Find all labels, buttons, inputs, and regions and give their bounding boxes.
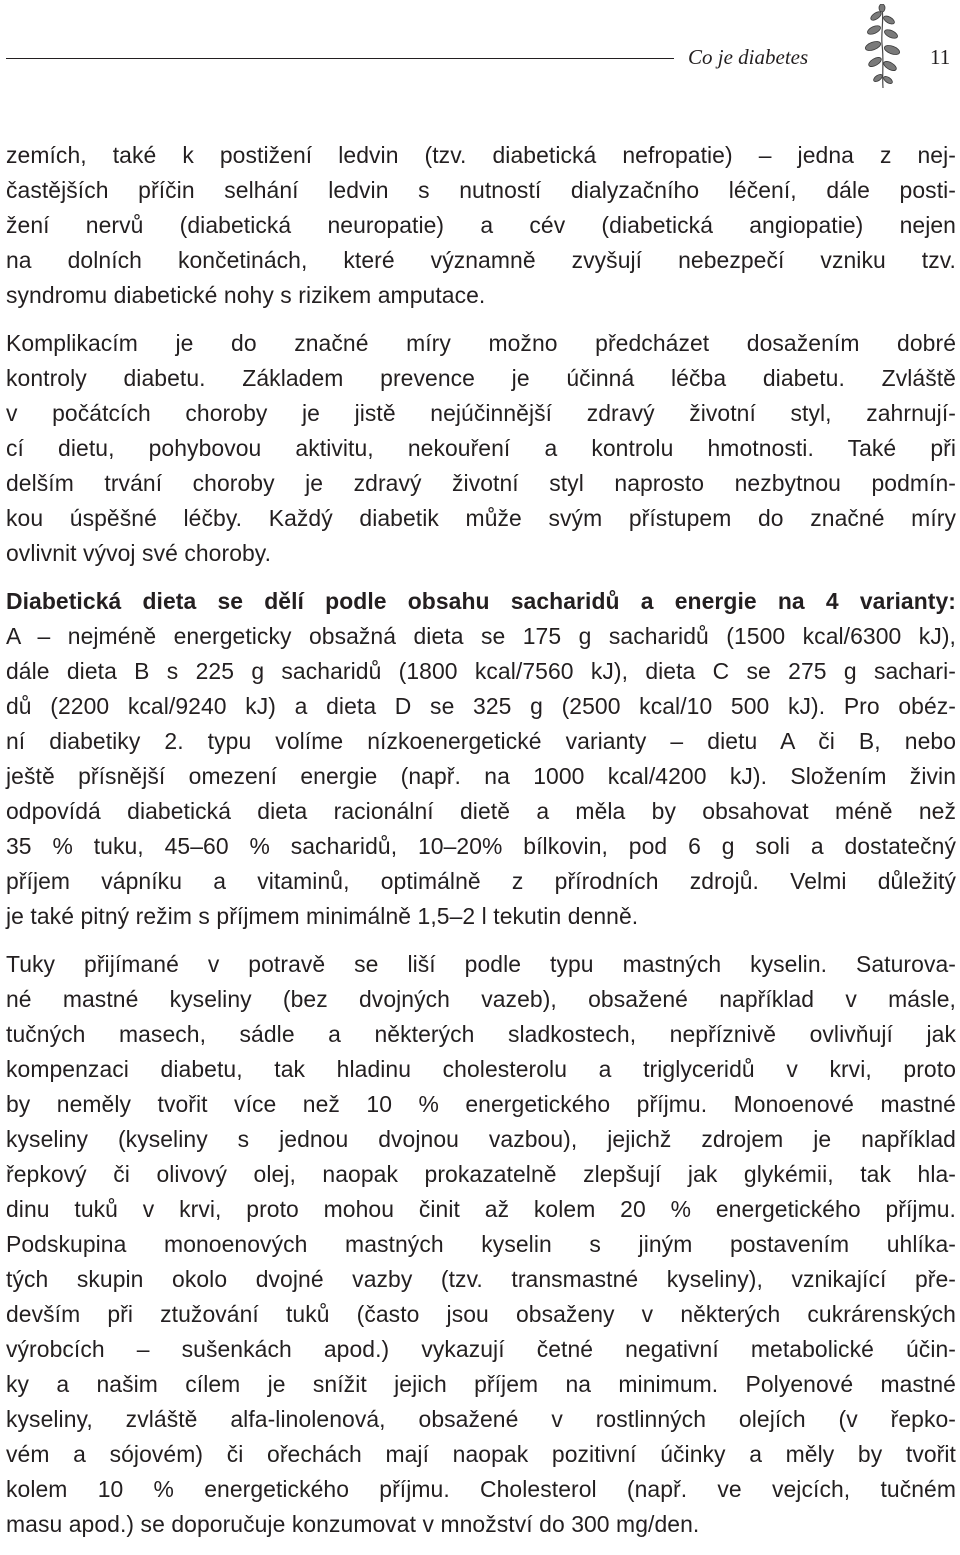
text-line: ní diabetiky 2. typu volíme nízkoenergetické varianty – dietu A či B, nebo [6, 728, 956, 754]
text-line: příjem vápníku a vitaminů, optimálně z přírodních zdrojů. Velmi důležitý [6, 868, 956, 894]
text-line: A – nejméně energeticky obsažná dieta se 175 g sacharidů (1500 kcal/6300 kJ), [6, 623, 956, 649]
text-line: Komplikacím je do značné míry možno předcházet dosažením dobré [6, 330, 956, 356]
text-line: kou úspěšné léčby. Každý diabetik může svým přístupem do značné míry [6, 505, 956, 531]
diet-heading: Diabetická dieta se dělí podle obsahu sacharidů a energie na 4 varianty: [6, 588, 956, 614]
text-line: dále dieta B s 225 g sacharidů (1800 kcal/7560 kJ), dieta C se 275 g sachari- [6, 658, 956, 684]
paragraph-fats [6, 947, 956, 1542]
running-title: Co je diabetes [688, 45, 809, 69]
paragraph-diet [6, 584, 956, 934]
text-line: vém a sójovém) či ořechách mají naopak pozitivní účinky a měly by tvořit [6, 1441, 956, 1467]
text-line: kolem 10 % energetického příjmu. Cholesterol (např. ve vejcích, tučném [6, 1476, 956, 1502]
text-line: 35 % tuku, 45–60 % sacharidů, 10–20% bílkovin, pod 6 g soli a dostatečný [6, 833, 956, 859]
plant-sprig-icon [862, 4, 902, 90]
text-line: Tuky přijímané v potravě se liší podle typu mastných kyselin. Saturova- [6, 951, 956, 977]
text-line: cí dietu, pohybovou aktivitu, nekouření a kontrolu hmotnosti. Také při [6, 435, 956, 461]
text-line: masu apod.) se doporučuje konzumovat v množství do 300 mg/den. [6, 1511, 700, 1537]
text-line: kontroly diabetu. Základem prevence je účinná léčba diabetu. Zvláště [6, 365, 956, 391]
text-line: častějších příčin selhání ledvin s nutností dialyzačního léčení, dále posti- [6, 177, 956, 203]
text-line: tučných masech, sádle a některých sladkostech, nepříznivě ovlivňují jak [6, 1021, 956, 1047]
text-line: né mastné kyseliny (bez dvojných vazeb), obsažené například v másle, [6, 986, 956, 1012]
text-line: delším trvání choroby je zdravý životní styl naprosto nezbytnou podmín- [6, 470, 956, 496]
text-line: je také pitný režim s příjmem minimálně 1,5–2 l tekutin denně. [6, 903, 639, 929]
paragraph-complications [6, 138, 956, 313]
text-line: na dolních končetinách, které významně zvyšují nebezpečí vzniku tzv. [6, 247, 956, 273]
text-line: ky a našim cílem je snížit jejich příjem na minimum. Polyenové mastné [6, 1371, 956, 1397]
header-rule [6, 58, 674, 59]
text-line: syndromu diabetické nohy s rizikem amputace. [6, 282, 486, 308]
text-line: ovlivnit vývoj své choroby. [6, 540, 272, 566]
text-line: ještě přísnější omezení energie (např. na 1000 kcal/4200 kJ). Složením živin [6, 763, 956, 789]
text-line: výrobcích – sušenkách apod.) vykazují četné negativní metabolické účin- [6, 1336, 956, 1362]
text-line: by neměly tvořit více než 10 % energetického příjmu. Monoenové mastné [6, 1091, 956, 1117]
text-line: řepkový či olivový olej, naopak prokazatelně zlepšují jak glykémii, tak hla- [6, 1161, 956, 1187]
page-body [6, 138, 956, 1542]
text-line: kyseliny, zvláště alfa-linolenová, obsažené v rostlinných olejích (v řepko- [6, 1406, 956, 1432]
text-line: tých skupin okolo dvojné vazby (tzv. transmastné kyseliny), vznikající pře- [6, 1266, 956, 1292]
page-number: 11 [930, 45, 951, 69]
text-line: Podskupina monoenových mastných kyselin s jiným postavením uhlíka- [6, 1231, 956, 1257]
text-line: kyseliny (kyseliny s jednou dvojnou vazbou), jejichž zdrojem je například [6, 1126, 956, 1152]
text-line: v počátcích choroby je jistě nejúčinnější zdravý životní styl, zahrnují- [6, 400, 956, 426]
text-line: devším při ztužování tuků (často jsou obsaženy v některých cukrárenských [6, 1301, 956, 1327]
text-line: dinu tuků v krvi, proto mohou činit až kolem 20 % energetického příjmu. [6, 1196, 956, 1222]
page-header [0, 0, 960, 100]
text-line: žení nervů (diabetická neuropatie) a cév (diabetická angiopatie) nejen [6, 212, 956, 238]
text-line: zemích, také k postižení ledvin (tzv. diabetická nefropatie) – jedna z nej- [6, 142, 956, 168]
text-line: dů (2200 kcal/9240 kJ) a dieta D se 325 g (2500 kcal/10 500 kJ). Pro obéz- [6, 693, 956, 719]
text-line: kompenzaci diabetu, tak hladinu cholesterolu a triglyceridů v krvi, proto [6, 1056, 956, 1082]
text-line: odpovídá diabetická dieta racionální dietě a měla by obsahovat méně než [6, 798, 956, 824]
paragraph-prevention [6, 326, 956, 571]
